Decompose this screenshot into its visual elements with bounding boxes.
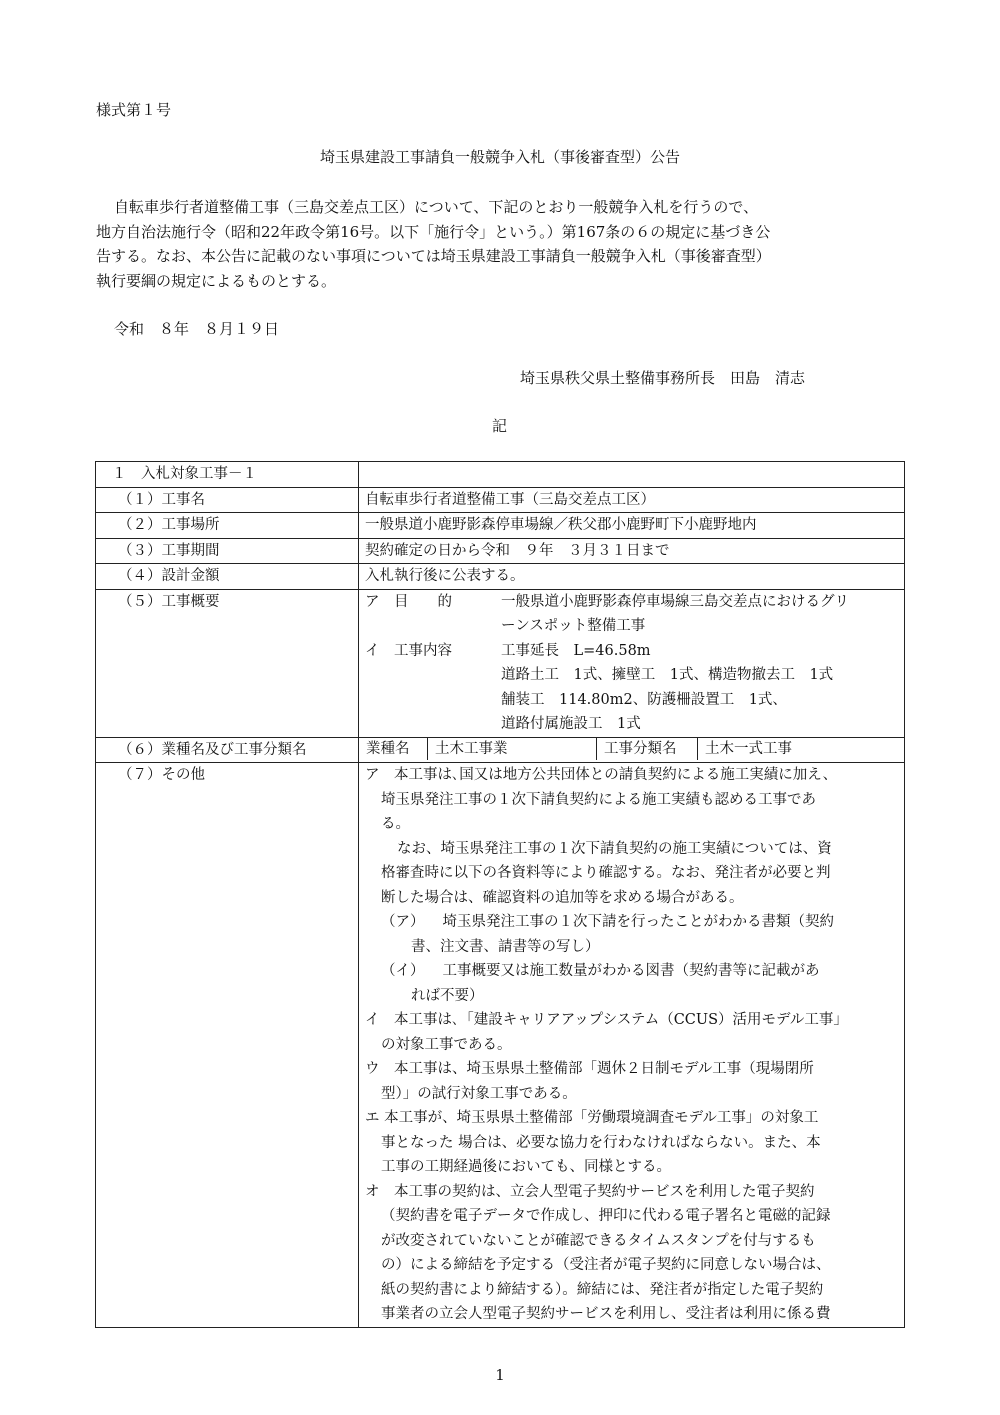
purpose-label: ア 目 的 (365, 593, 452, 610)
content-line: 道路土工 1式、擁壁工 1式、構造物撤去工 1式 (501, 667, 834, 683)
table-row (96, 462, 905, 488)
table-row (96, 564, 905, 590)
classification-table (359, 738, 904, 760)
intro-line: 地方自治法施行令（昭和22年政令第16号。以下「施行令」という。）第167条の６の規定に基づき公 (96, 222, 771, 241)
table-row (96, 513, 905, 539)
document-title: 埼玉県建設工事請負一般競争入札（事後審査型）公告 (319, 148, 680, 166)
other-line: の対象工事である。 (381, 1036, 512, 1053)
row-value: 自転車歩行者道整備工事（三島交差点工区） (359, 487, 905, 513)
category-label: 工事分類名 (597, 738, 698, 760)
other-line: 書、注文書、請書等の写し） (411, 938, 600, 955)
intro-paragraph (96, 195, 916, 293)
category-value: 土木一式工事 (705, 740, 792, 757)
other-line: 工事の工期経過後においても、同様とする。 (381, 1159, 671, 1175)
content-line: 舗装工 114.80m2、防護柵設置工 1式、 (501, 691, 787, 708)
table-row (96, 763, 905, 1328)
row-value (359, 763, 905, 1328)
table-row (96, 589, 905, 737)
intro-line: 告する。なお、本公告に記載のない事項については埼玉県建設工事請負一般競争入札（事後審査型） (96, 247, 771, 265)
other-line: イ 本工事は､「建設キャリアアップシステム（CCUS）活用モデル工事」 (365, 1012, 848, 1028)
other-line: る。 (381, 816, 410, 832)
content-line: 道路付属施設工 1式 (501, 716, 641, 732)
industry-value: 土木工事業 (428, 738, 597, 760)
row-label: （２）工事場所 (96, 513, 359, 539)
table-header-label: １ 入札対象工事－１ (96, 462, 359, 488)
other-line: 埼玉県発注工事の１次下請負契約による施工実績も認める工事であ (381, 791, 816, 808)
ki-heading: 記 (492, 417, 508, 435)
purpose-block (365, 590, 898, 639)
content-text (501, 639, 833, 737)
content-label: イ 工事内容 (365, 642, 452, 659)
other-line: 格審査時に以下の各資料等により確認する。なお、発注者が必要と判 (381, 865, 831, 881)
intro-line: 執行要綱の規定によるものとする。 (96, 271, 337, 290)
row-value (359, 589, 905, 737)
row-value: 入札執行後に公表する。 (359, 564, 905, 590)
row-value: 一般県道小鹿野影森停車場線／秩父郡小鹿野町下小鹿野地内 (359, 513, 905, 539)
other-line: 型）」の試行対象工事である。 (381, 1085, 577, 1102)
content-line: 工事延長 L=46.58m (501, 642, 651, 659)
page-number: 1 (495, 1366, 505, 1384)
other-line: エ 本工事が、埼玉県県土整備部「労働環境調査モデル工事」の対象工 (365, 1110, 819, 1126)
row-value: 契約確定の日から令和 ９年 ３月３１日まで (359, 538, 905, 564)
announcement-date: 令和 ８年 ８月１９日 (114, 320, 280, 338)
table-row (96, 538, 905, 564)
intro-line: 自転車歩行者道整備工事（三島交差点工区）について、下記のとおり一般競争入札を行うので、 (114, 198, 759, 216)
sub-item-mark: （ア） (381, 914, 425, 930)
purpose-line: 一般県道小鹿野影森停車場線三島交差点におけるグリ (501, 593, 849, 610)
other-line: 紙の契約書により締結する）。締結には、発注者が指定した電子契約 (381, 1281, 824, 1298)
other-line: オ 本工事の契約は、立会人型電子契約サービスを利用した電子契約 (365, 1183, 815, 1200)
other-line: の）による締結を予定する（受注者が電子契約に同意しない場合は、 (381, 1257, 831, 1273)
sub-item (365, 910, 898, 935)
form-number: 様式第１号 (96, 101, 172, 119)
purpose-text (501, 590, 849, 639)
table-row (96, 487, 905, 513)
industry-label: 業種名 (359, 738, 428, 760)
row-label: （６）業種名及び工事分類名 (96, 737, 359, 763)
row-label: （１）工事名 (96, 487, 359, 513)
table-row (96, 737, 905, 763)
bid-details-table (95, 461, 905, 1328)
table-header-value (359, 462, 905, 488)
issuer-name: 埼玉県秩父県土整備事務所長 田島 清志 (520, 369, 806, 387)
sub-item-text: 埼玉県発注工事の１次下請を行ったことがわかる書類（契約 (442, 914, 834, 930)
sub-item-text: 工事概要又は施工数量がわかる図書（契約書等に記載があ (442, 963, 820, 979)
other-line: が改変されていないことが確認できるタイムスタンプを付与するも (381, 1232, 816, 1249)
other-line: 事業者の立会人型電子契約サービスを利用し、受注者は利用に係る費 (381, 1306, 831, 1322)
other-line: 事となった 場合は、必要な協力を行わなければならない。また、本 (381, 1134, 821, 1151)
other-line: （契約書を電子データで作成し、押印に代わる電子署名と電磁的記録 (381, 1208, 831, 1224)
row-label: （４）設計金額 (96, 564, 359, 590)
other-line: なお、埼玉県発注工事の１次下請負契約の施工実績については、資 (397, 840, 832, 857)
sub-item-mark: （イ） (381, 963, 425, 979)
row-label: （５）工事概要 (96, 589, 359, 737)
other-line: ウ 本工事は、埼玉県県土整備部「週休２日制モデル工事（現場閉所 (365, 1061, 814, 1077)
row-label: （７）その他 (96, 763, 359, 1328)
other-line: ア 本工事は､国又は地方公共団体との請負契約による施工実績に加え、 (365, 767, 838, 783)
sub-item (365, 959, 898, 984)
row-value (359, 737, 905, 763)
row-label: （３）工事期間 (96, 538, 359, 564)
other-line: れば不要） (411, 987, 484, 1004)
content-block (365, 639, 898, 737)
purpose-line: ーンスポット整備工事 (501, 618, 646, 634)
other-line: 断した場合は、確認資料の追加等を求める場合がある。 (381, 889, 744, 906)
